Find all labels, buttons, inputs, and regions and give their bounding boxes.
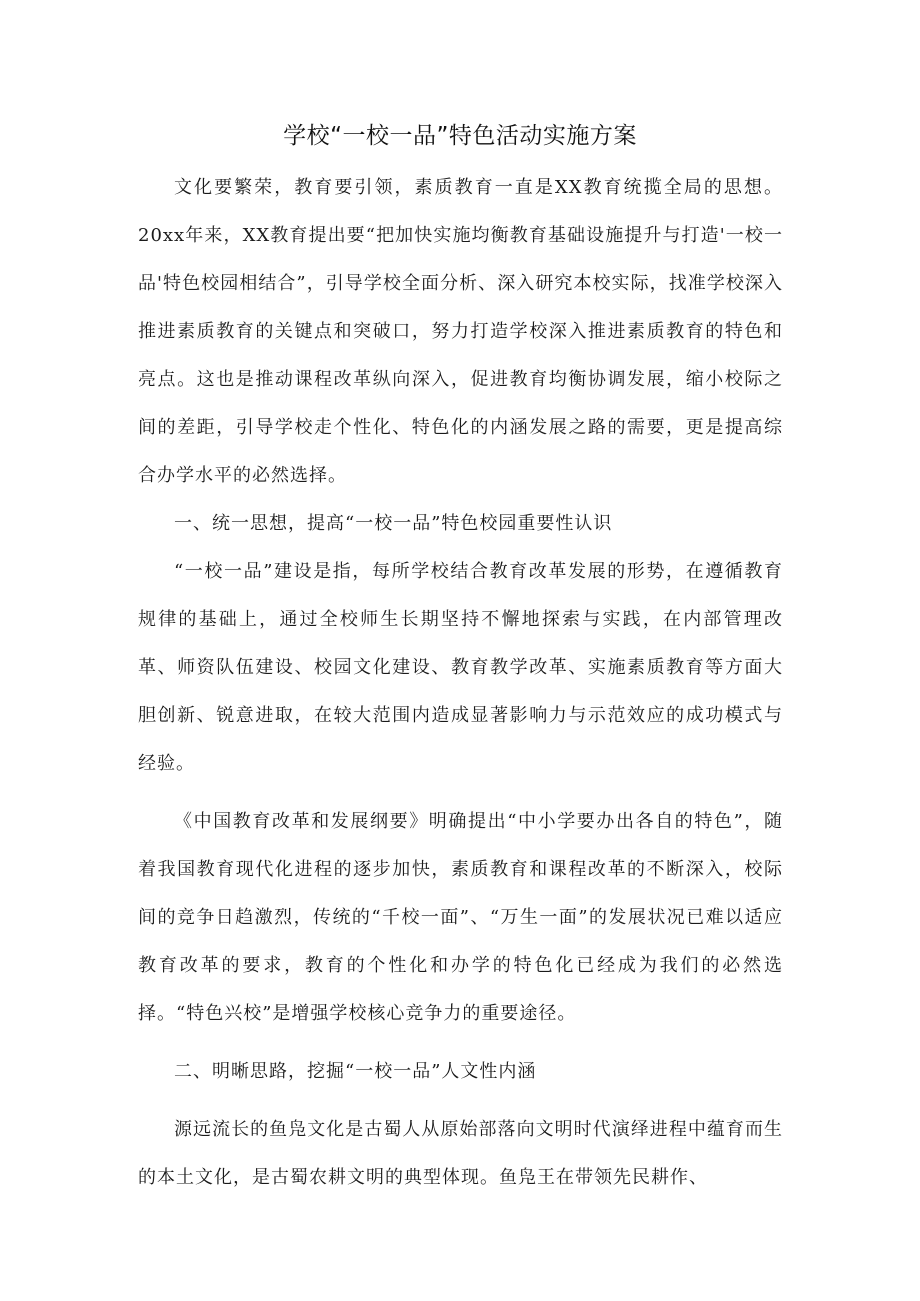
- section-1-paragraph-2: 《中国教育改革和发展纲要》明确提出“中小学要办出各自的特色”，随着我国教育现代化进程的逐步加快，素质教育和课程改革的不断深入，校际间的竞争日趋激烈，传统的“千校一面”、“万生一面”的发展状况已难以适应教育改革的要求，教育的个性化和办学的特色化已经成为我们的必然选择。“特色兴校”是增强学校核心竞争力的重要途径。: [138, 811, 783, 1024]
- intro-paragraph: 文化要繁荣，教育要引领，素质教育一直是XX教育统揽全局的思想。20xx年来，XX教育提出要“把加快实施均衡教育基础设施提升与打造'一校一品'特色校园相结合”，引导学校全面分析、深入研究本校实际，找准学校深入推进素质教育的关键点和突破口，努力打造学校深入推进素质教育的特色和亮点。这也是推动课程改革纵向深入，促进教育均衡协调发展，缩小校际之间的差距，引导学校走个性化、特色化的内涵发展之路的需要，更是提高综合办学水平的必然选择。: [138, 177, 783, 486]
- document-body: [138, 164, 783, 1202]
- document-title: 学校“一校一品”特色活动实施方案: [283, 123, 637, 149]
- section-2-paragraph-1: 源远流长的鱼凫文化是古蜀人从原始部落向文明时代演绎进程中蕴育而生的本土文化，是古蜀农耕文明的典型体现。鱼凫王在带领先民耕作、: [138, 1119, 783, 1188]
- section-2-heading: 二、明晰思路，挖掘“一校一品”人文性内涵: [174, 1061, 537, 1082]
- section-1-paragraph-1: “一校一品”建设是指，每所学校结合教育改革发展的形势，在遵循教育规律的基础上，通过全校师生长期坚持不懈地探索与实践，在内部管理改革、师资队伍建设、校园文化建设、教育教学改革、实施素质教育等方面大胆创新、锐意进取，在较大范围内造成显著影响力与示范效应的成功模式与经验。: [138, 561, 783, 774]
- section-1-heading: 一、统一思想，提高“一校一品”特色校园重要性认识: [174, 513, 613, 534]
